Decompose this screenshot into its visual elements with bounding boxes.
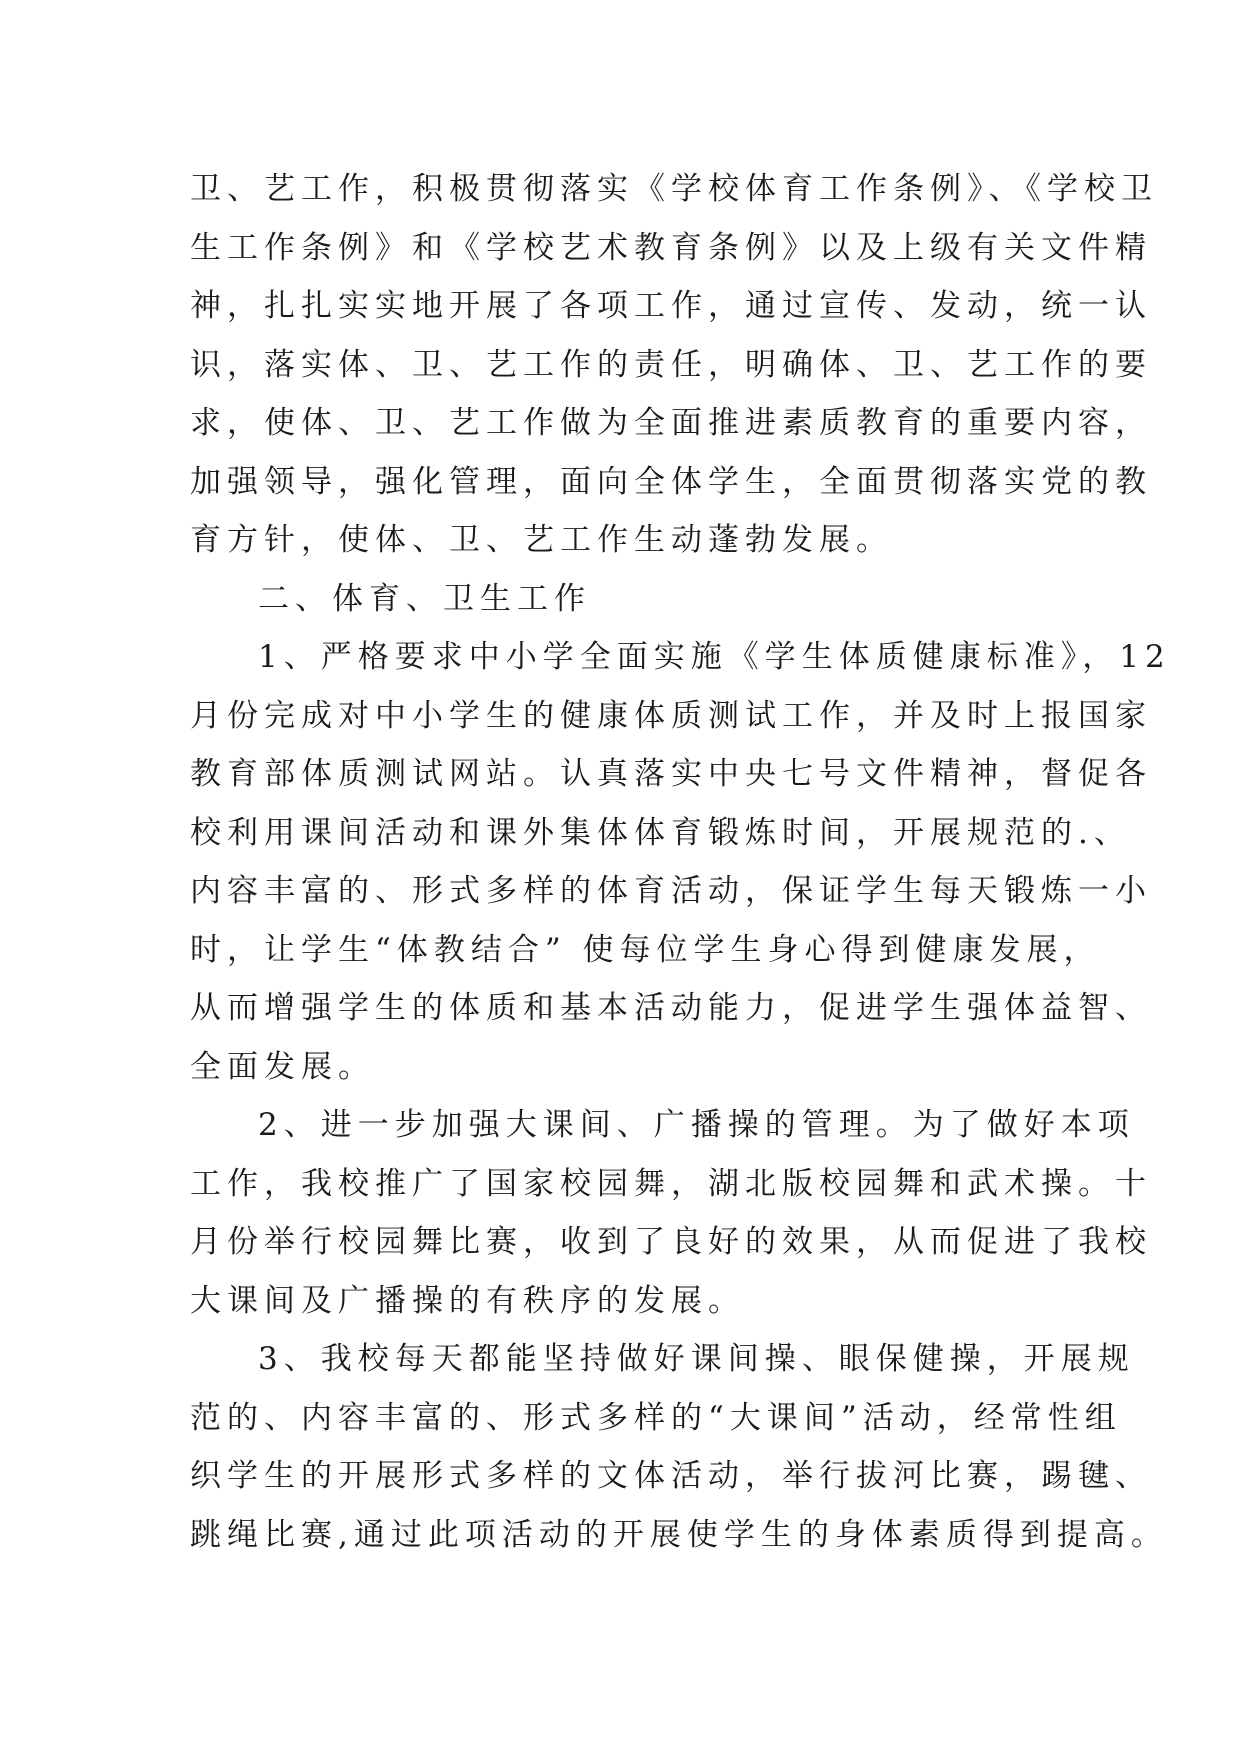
paragraph-line: 识，落实体、卫、艺工作的责任，明确体、卫、艺工作的要 <box>190 346 1152 383</box>
paragraph-line: 织学生的开展形式多样的文体活动，举行拔河比赛，踢毽、 <box>190 1458 1152 1494</box>
paragraph-line: 卫、艺工作，积极贯彻落实《学校体育工作条例》、《学校卫 <box>190 171 1158 207</box>
paragraph-line: 工作，我校推广了国家校园舞，湖北版校园舞和武术操。十 <box>190 1165 1152 1202</box>
paragraph-line: 内容丰富的、形式多样的体育活动，保证学生每天锻炼一小 <box>190 873 1152 909</box>
paragraph-line: 育方针，使体、卫、艺工作生动蓬勃发展。 <box>190 522 893 558</box>
paragraph-line: 从而增强学生的体质和基本活动能力，促进学生强体益智、 <box>190 990 1152 1026</box>
paragraph-line: 跳绳比赛,通过此项活动的开展使学生的身体素质得到提高。 <box>190 1516 1168 1553</box>
paragraph-line: 2、进一步加强大课间、广播操的管理。为了做好本项 <box>258 1107 1135 1143</box>
paragraph-line: 3、我校每天都能坚持做好课间操、眼保健操，开展规 <box>258 1341 1135 1377</box>
paragraph-line: 全面发展。 <box>190 1048 375 1085</box>
paragraph-line: 大课间及广播操的有秩序的发展。 <box>190 1282 745 1319</box>
paragraph-line: 1、严格要求中小学全面实施《学生体质健康标准》，12 <box>258 639 1171 675</box>
document-body <box>190 160 1171 1564</box>
section-heading: 二、体育、卫生工作 <box>258 580 591 617</box>
paragraph-line: 神，扎扎实实地开展了各项工作，通过宣传、发动，统一认 <box>190 288 1152 324</box>
paragraph-line: 月份举行校园舞比赛，收到了良好的效果，从而促进了我校 <box>190 1224 1152 1260</box>
paragraph-line: 月份完成对中小学生的健康体质测试工作，并及时上报国家 <box>190 697 1152 734</box>
paragraph-line: 求，使体、卫、艺工作做为全面推进素质教育的重要内容， <box>190 405 1152 441</box>
paragraph-line: 校利用课间活动和课外集体体育锻炼时间，开展规范的.、 <box>190 814 1131 851</box>
paragraph-line: 加强领导，强化管理，面向全体学生，全面贯彻落实党的教 <box>190 463 1152 500</box>
paragraph-line: 生工作条例》和《学校艺术教育条例》以及上级有关文件精 <box>190 229 1152 266</box>
paragraph-line: 教育部体质测试网站。认真落实中央七号文件精神，督促各 <box>190 756 1152 792</box>
paragraph-line: 时，让学生“体教结合” 使每位学生身心得到健康发展， <box>190 931 1101 968</box>
paragraph-line: 范的、内容丰富的、形式多样的“大课间”活动，经常性组 <box>190 1399 1122 1436</box>
